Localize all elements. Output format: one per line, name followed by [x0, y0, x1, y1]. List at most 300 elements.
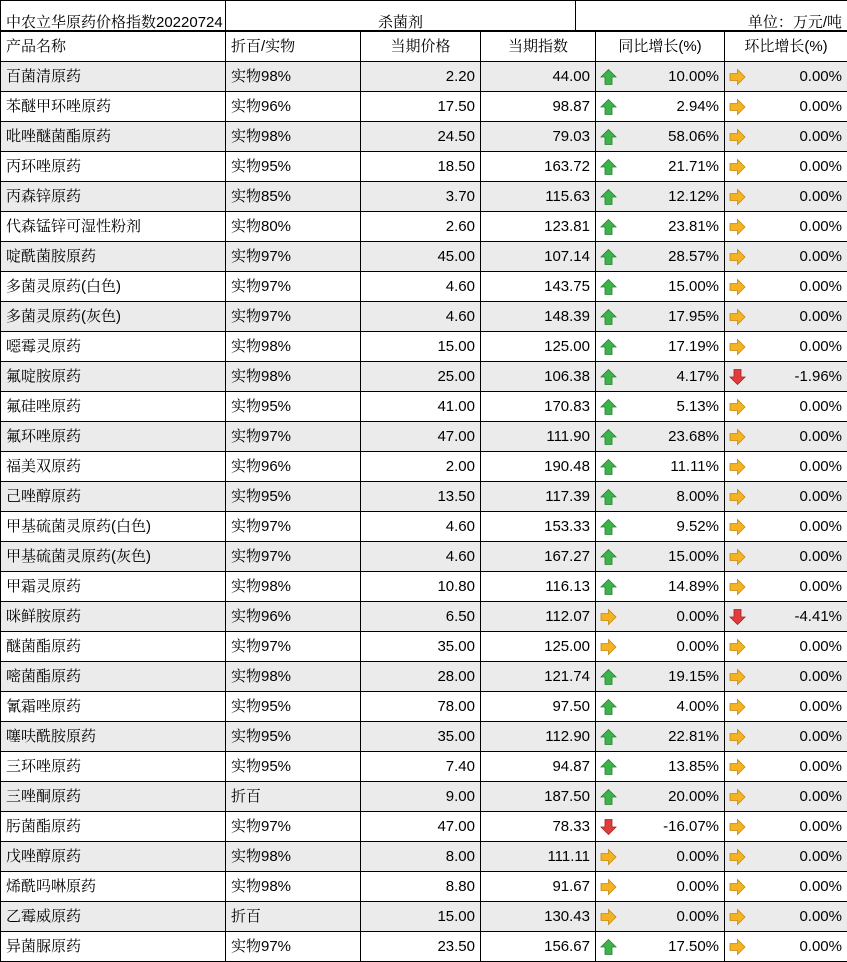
mom-value: 0.00%: [799, 668, 842, 685]
arrow-up-icon: [600, 788, 617, 805]
mom-value: 0.00%: [799, 68, 842, 85]
cell-yoy-growth: [596, 92, 725, 122]
yoy-value: 0.00%: [676, 608, 719, 625]
cell-yoy-growth: [596, 62, 725, 92]
arrow-down-icon: [600, 818, 617, 835]
arrow-right-icon: [729, 68, 746, 85]
cell-basis: 实物95%: [226, 752, 361, 782]
yoy-value: 13.85%: [668, 758, 719, 775]
cell-mom-growth: [725, 572, 847, 602]
cell-yoy-growth: [596, 332, 725, 362]
arrow-up-icon: [600, 938, 617, 955]
arrow-right-icon: [729, 818, 746, 835]
price-index-table: [0, 31, 847, 962]
yoy-value: 4.17%: [676, 368, 719, 385]
arrow-up-icon: [600, 668, 617, 685]
arrow-up-icon: [600, 158, 617, 175]
cell-yoy-growth: [596, 152, 725, 182]
cell-product-name: 烯酰吗啉原药: [1, 872, 226, 902]
cell-basis: 实物97%: [226, 422, 361, 452]
cell-current-price: 6.50: [361, 602, 481, 632]
yoy-value: 17.19%: [668, 338, 719, 355]
yoy-value: 58.06%: [668, 128, 719, 145]
arrow-right-icon: [729, 338, 746, 355]
table-row: [1, 872, 847, 902]
cell-mom-growth: [725, 362, 847, 392]
table-row: [1, 182, 847, 212]
arrow-right-icon: [729, 578, 746, 595]
cell-current-price: 4.60: [361, 272, 481, 302]
cell-current-index: 125.00: [481, 632, 596, 662]
cell-basis: 实物97%: [226, 632, 361, 662]
cell-mom-growth: [725, 692, 847, 722]
cell-current-index: 115.63: [481, 182, 596, 212]
cell-current-price: 13.50: [361, 482, 481, 512]
arrow-down-icon: [729, 608, 746, 625]
cell-basis: 实物97%: [226, 272, 361, 302]
cell-current-price: 8.80: [361, 872, 481, 902]
yoy-value: 15.00%: [668, 278, 719, 295]
mom-value: 0.00%: [799, 878, 842, 895]
cell-product-name: 醚菌酯原药: [1, 632, 226, 662]
mom-value: 0.00%: [799, 188, 842, 205]
arrow-right-icon: [729, 278, 746, 295]
table-row: [1, 662, 847, 692]
cell-mom-growth: [725, 182, 847, 212]
cell-basis: 实物98%: [226, 872, 361, 902]
table-row: [1, 452, 847, 482]
table-body: [1, 32, 847, 962]
cell-product-name: 苯醚甲环唑原药: [1, 92, 226, 122]
cell-yoy-growth: [596, 572, 725, 602]
cell-yoy-growth: [596, 782, 725, 812]
cell-basis: 实物95%: [226, 692, 361, 722]
cell-mom-growth: [725, 422, 847, 452]
arrow-right-icon: [600, 878, 617, 895]
cell-mom-growth: [725, 92, 847, 122]
mom-value: 0.00%: [799, 638, 842, 655]
sheet-title: 中农立华原药价格指数20220724: [1, 1, 226, 31]
mom-value: 0.00%: [799, 248, 842, 265]
cell-mom-growth: [725, 632, 847, 662]
cell-basis: 折百: [226, 902, 361, 932]
cell-product-name: 多菌灵原药(白色): [1, 272, 226, 302]
mom-value: 0.00%: [799, 788, 842, 805]
cell-basis: 实物95%: [226, 152, 361, 182]
cell-current-price: 35.00: [361, 632, 481, 662]
cell-current-price: 4.60: [361, 302, 481, 332]
cell-basis: 实物98%: [226, 842, 361, 872]
arrow-up-icon: [600, 338, 617, 355]
arrow-up-icon: [600, 578, 617, 595]
yoy-value: 23.68%: [668, 428, 719, 445]
cell-product-name: 百菌清原药: [1, 62, 226, 92]
cell-mom-growth: [725, 212, 847, 242]
cell-basis: 实物97%: [226, 542, 361, 572]
cell-current-price: 45.00: [361, 242, 481, 272]
cell-product-name: 丙森锌原药: [1, 182, 226, 212]
column-header-name: 产品名称: [1, 32, 226, 62]
arrow-right-icon: [729, 788, 746, 805]
arrow-up-icon: [600, 248, 617, 265]
cell-current-index: 156.67: [481, 932, 596, 962]
arrow-right-icon: [729, 98, 746, 115]
cell-mom-growth: [725, 842, 847, 872]
arrow-up-icon: [600, 428, 617, 445]
cell-basis: 实物97%: [226, 812, 361, 842]
cell-current-price: 15.00: [361, 902, 481, 932]
mom-value: 0.00%: [799, 278, 842, 295]
arrow-up-icon: [600, 758, 617, 775]
mom-value: 0.00%: [799, 218, 842, 235]
cell-mom-growth: [725, 302, 847, 332]
cell-yoy-growth: [596, 932, 725, 962]
cell-product-name: 多菌灵原药(灰色): [1, 302, 226, 332]
cell-yoy-growth: [596, 812, 725, 842]
cell-mom-growth: [725, 122, 847, 152]
cell-basis: 实物97%: [226, 242, 361, 272]
cell-current-index: 97.50: [481, 692, 596, 722]
yoy-value: -16.07%: [663, 818, 719, 835]
yoy-value: 22.81%: [668, 728, 719, 745]
cell-current-index: 116.13: [481, 572, 596, 602]
cell-current-price: 2.60: [361, 212, 481, 242]
mom-value: 0.00%: [799, 848, 842, 865]
cell-current-index: 111.11: [481, 842, 596, 872]
yoy-value: 8.00%: [676, 488, 719, 505]
cell-mom-growth: [725, 242, 847, 272]
mom-value: 0.00%: [799, 938, 842, 955]
cell-current-price: 17.50: [361, 92, 481, 122]
cell-current-index: 163.72: [481, 152, 596, 182]
arrow-right-icon: [729, 908, 746, 925]
cell-current-index: 91.67: [481, 872, 596, 902]
cell-current-price: 35.00: [361, 722, 481, 752]
yoy-value: 4.00%: [676, 698, 719, 715]
arrow-up-icon: [600, 98, 617, 115]
table-row: [1, 62, 847, 92]
cell-yoy-growth: [596, 722, 725, 752]
table-row: [1, 422, 847, 452]
cell-current-index: 190.48: [481, 452, 596, 482]
cell-yoy-growth: [596, 272, 725, 302]
yoy-value: 20.00%: [668, 788, 719, 805]
cell-product-name: 氟环唑原药: [1, 422, 226, 452]
yoy-value: 28.57%: [668, 248, 719, 265]
cell-current-index: 117.39: [481, 482, 596, 512]
yoy-value: 11.11%: [670, 458, 719, 475]
mom-value: 0.00%: [799, 578, 842, 595]
table-row: [1, 902, 847, 932]
cell-yoy-growth: [596, 842, 725, 872]
yoy-value: 23.81%: [668, 218, 719, 235]
column-header-index: 当期指数: [481, 32, 596, 62]
cell-mom-growth: [725, 542, 847, 572]
arrow-up-icon: [600, 278, 617, 295]
cell-product-name: 吡唑醚菌酯原药: [1, 122, 226, 152]
yoy-value: 21.71%: [668, 158, 719, 175]
cell-current-price: 10.80: [361, 572, 481, 602]
table-row: [1, 932, 847, 962]
table-row: [1, 122, 847, 152]
table-row: [1, 272, 847, 302]
cell-current-index: 94.87: [481, 752, 596, 782]
cell-basis: 实物98%: [226, 332, 361, 362]
cell-product-name: 异菌脲原药: [1, 932, 226, 962]
cell-current-price: 9.00: [361, 782, 481, 812]
arrow-down-icon: [729, 368, 746, 385]
mom-value: 0.00%: [799, 128, 842, 145]
yoy-value: 10.00%: [668, 68, 719, 85]
cell-mom-growth: [725, 902, 847, 932]
cell-current-price: 8.00: [361, 842, 481, 872]
cell-current-index: 107.14: [481, 242, 596, 272]
arrow-right-icon: [729, 158, 746, 175]
yoy-value: 19.15%: [668, 668, 719, 685]
cell-current-index: 148.39: [481, 302, 596, 332]
sheet-unit: 单位：万元/吨: [576, 1, 847, 31]
arrow-right-icon: [729, 218, 746, 235]
column-header-mom: 环比增长(%): [725, 32, 847, 62]
cell-mom-growth: [725, 602, 847, 632]
table-row: [1, 92, 847, 122]
mom-value: 0.00%: [799, 908, 842, 925]
cell-yoy-growth: [596, 242, 725, 272]
arrow-right-icon: [729, 638, 746, 655]
cell-product-name: 甲霜灵原药: [1, 572, 226, 602]
yoy-value: 15.00%: [668, 548, 719, 565]
yoy-value: 0.00%: [676, 908, 719, 925]
cell-current-price: 47.00: [361, 812, 481, 842]
arrow-right-icon: [729, 428, 746, 445]
mom-value: 0.00%: [799, 428, 842, 445]
cell-mom-growth: [725, 512, 847, 542]
cell-basis: 实物98%: [226, 362, 361, 392]
cell-basis: 实物97%: [226, 932, 361, 962]
cell-basis: 实物96%: [226, 602, 361, 632]
yoy-value: 5.13%: [676, 398, 719, 415]
cell-current-price: 7.40: [361, 752, 481, 782]
cell-current-index: 170.83: [481, 392, 596, 422]
cell-product-name: 代森锰锌可湿性粉剂: [1, 212, 226, 242]
cell-mom-growth: [725, 332, 847, 362]
cell-product-name: 己唑醇原药: [1, 482, 226, 512]
yoy-value: 17.95%: [668, 308, 719, 325]
cell-current-index: 106.38: [481, 362, 596, 392]
arrow-right-icon: [729, 548, 746, 565]
cell-current-index: 121.74: [481, 662, 596, 692]
arrow-right-icon: [729, 458, 746, 475]
table-row: [1, 332, 847, 362]
cell-current-index: 187.50: [481, 782, 596, 812]
mom-value: 0.00%: [799, 488, 842, 505]
cell-current-index: 44.00: [481, 62, 596, 92]
arrow-right-icon: [729, 518, 746, 535]
cell-current-index: 167.27: [481, 542, 596, 572]
arrow-up-icon: [600, 488, 617, 505]
yoy-value: 0.00%: [676, 878, 719, 895]
cell-product-name: 丙环唑原药: [1, 152, 226, 182]
cell-yoy-growth: [596, 692, 725, 722]
arrow-up-icon: [600, 68, 617, 85]
arrow-right-icon: [729, 698, 746, 715]
yoy-value: 12.12%: [668, 188, 719, 205]
cell-mom-growth: [725, 782, 847, 812]
table-row: [1, 512, 847, 542]
cell-mom-growth: [725, 752, 847, 782]
cell-product-name: 戊唑醇原药: [1, 842, 226, 872]
arrow-up-icon: [600, 728, 617, 745]
cell-basis: 实物95%: [226, 722, 361, 752]
arrow-up-icon: [600, 458, 617, 475]
cell-yoy-growth: [596, 452, 725, 482]
table-row: [1, 812, 847, 842]
yoy-value: 17.50%: [668, 938, 719, 955]
cell-current-price: 28.00: [361, 662, 481, 692]
cell-product-name: 氟啶胺原药: [1, 362, 226, 392]
cell-yoy-growth: [596, 602, 725, 632]
cell-basis: 实物97%: [226, 302, 361, 332]
cell-mom-growth: [725, 152, 847, 182]
cell-current-price: 41.00: [361, 392, 481, 422]
cell-yoy-growth: [596, 122, 725, 152]
cell-mom-growth: [725, 482, 847, 512]
arrow-up-icon: [600, 368, 617, 385]
yoy-value: 2.94%: [676, 98, 719, 115]
yoy-value: 0.00%: [676, 848, 719, 865]
arrow-up-icon: [600, 188, 617, 205]
arrow-up-icon: [600, 548, 617, 565]
cell-current-price: 4.60: [361, 512, 481, 542]
cell-product-name: 福美双原药: [1, 452, 226, 482]
column-header-yoy: 同比增长(%): [596, 32, 725, 62]
cell-current-index: 143.75: [481, 272, 596, 302]
cell-current-index: 123.81: [481, 212, 596, 242]
arrow-right-icon: [729, 488, 746, 505]
cell-mom-growth: [725, 872, 847, 902]
cell-yoy-growth: [596, 872, 725, 902]
cell-current-index: 112.07: [481, 602, 596, 632]
table-row: [1, 392, 847, 422]
cell-current-price: 47.00: [361, 422, 481, 452]
arrow-right-icon: [600, 608, 617, 625]
cell-mom-growth: [725, 662, 847, 692]
arrow-right-icon: [600, 638, 617, 655]
mom-value: 0.00%: [799, 728, 842, 745]
cell-current-price: 2.00: [361, 452, 481, 482]
mom-value: 0.00%: [799, 698, 842, 715]
cell-current-index: 130.43: [481, 902, 596, 932]
table-row: [1, 692, 847, 722]
table-row: [1, 722, 847, 752]
arrow-right-icon: [729, 128, 746, 145]
table-row: [1, 572, 847, 602]
cell-product-name: 三唑酮原药: [1, 782, 226, 812]
mom-value: 0.00%: [799, 458, 842, 475]
cell-product-name: 咪鲜胺原药: [1, 602, 226, 632]
cell-basis: 实物98%: [226, 662, 361, 692]
mom-value: 0.00%: [799, 338, 842, 355]
cell-product-name: 氰霜唑原药: [1, 692, 226, 722]
cell-basis: 实物95%: [226, 392, 361, 422]
sheet-category: 杀菌剂: [226, 1, 576, 31]
arrow-right-icon: [729, 668, 746, 685]
cell-yoy-growth: [596, 362, 725, 392]
cell-yoy-growth: [596, 662, 725, 692]
cell-current-price: 18.50: [361, 152, 481, 182]
cell-product-name: 噻呋酰胺原药: [1, 722, 226, 752]
cell-product-name: 甲基硫菌灵原药(灰色): [1, 542, 226, 572]
cell-basis: 实物95%: [226, 482, 361, 512]
cell-current-price: 23.50: [361, 932, 481, 962]
cell-current-index: 153.33: [481, 512, 596, 542]
cell-basis: 实物98%: [226, 572, 361, 602]
cell-basis: 实物96%: [226, 92, 361, 122]
arrow-up-icon: [600, 218, 617, 235]
mom-value: 0.00%: [799, 158, 842, 175]
cell-product-name: 乙霉威原药: [1, 902, 226, 932]
cell-current-index: 112.90: [481, 722, 596, 752]
mom-value: 0.00%: [799, 98, 842, 115]
table-row: [1, 782, 847, 812]
cell-yoy-growth: [596, 182, 725, 212]
cell-yoy-growth: [596, 212, 725, 242]
cell-current-index: 98.87: [481, 92, 596, 122]
cell-basis: 折百: [226, 782, 361, 812]
cell-product-name: 噁霉灵原药: [1, 332, 226, 362]
cell-product-name: 啶酰菌胺原药: [1, 242, 226, 272]
cell-current-price: 2.20: [361, 62, 481, 92]
yoy-value: 0.00%: [676, 638, 719, 655]
cell-mom-growth: [725, 62, 847, 92]
arrow-up-icon: [600, 128, 617, 145]
arrow-up-icon: [600, 308, 617, 325]
cell-basis: 实物96%: [226, 452, 361, 482]
arrow-right-icon: [729, 308, 746, 325]
table-row: [1, 842, 847, 872]
cell-yoy-growth: [596, 512, 725, 542]
cell-mom-growth: [725, 812, 847, 842]
table-row: [1, 152, 847, 182]
cell-product-name: 三环唑原药: [1, 752, 226, 782]
table-row: [1, 632, 847, 662]
cell-yoy-growth: [596, 482, 725, 512]
cell-mom-growth: [725, 932, 847, 962]
cell-current-index: 78.33: [481, 812, 596, 842]
cell-product-name: 甲基硫菌灵原药(白色): [1, 512, 226, 542]
cell-basis: 实物80%: [226, 212, 361, 242]
cell-current-index: 79.03: [481, 122, 596, 152]
column-header-basis: 折百/实物: [226, 32, 361, 62]
table-row: [1, 242, 847, 272]
cell-basis: 实物98%: [226, 122, 361, 152]
table-row: [1, 302, 847, 332]
arrow-up-icon: [600, 698, 617, 715]
arrow-right-icon: [729, 848, 746, 865]
mom-value: -1.96%: [794, 368, 842, 385]
cell-basis: 实物85%: [226, 182, 361, 212]
arrow-up-icon: [600, 398, 617, 415]
cell-current-price: 4.60: [361, 542, 481, 572]
arrow-up-icon: [600, 518, 617, 535]
table-row: [1, 752, 847, 782]
cell-basis: 实物97%: [226, 512, 361, 542]
cell-basis: 实物98%: [226, 62, 361, 92]
cell-mom-growth: [725, 452, 847, 482]
cell-current-price: 15.00: [361, 332, 481, 362]
arrow-right-icon: [729, 248, 746, 265]
mom-value: -4.41%: [794, 608, 842, 625]
